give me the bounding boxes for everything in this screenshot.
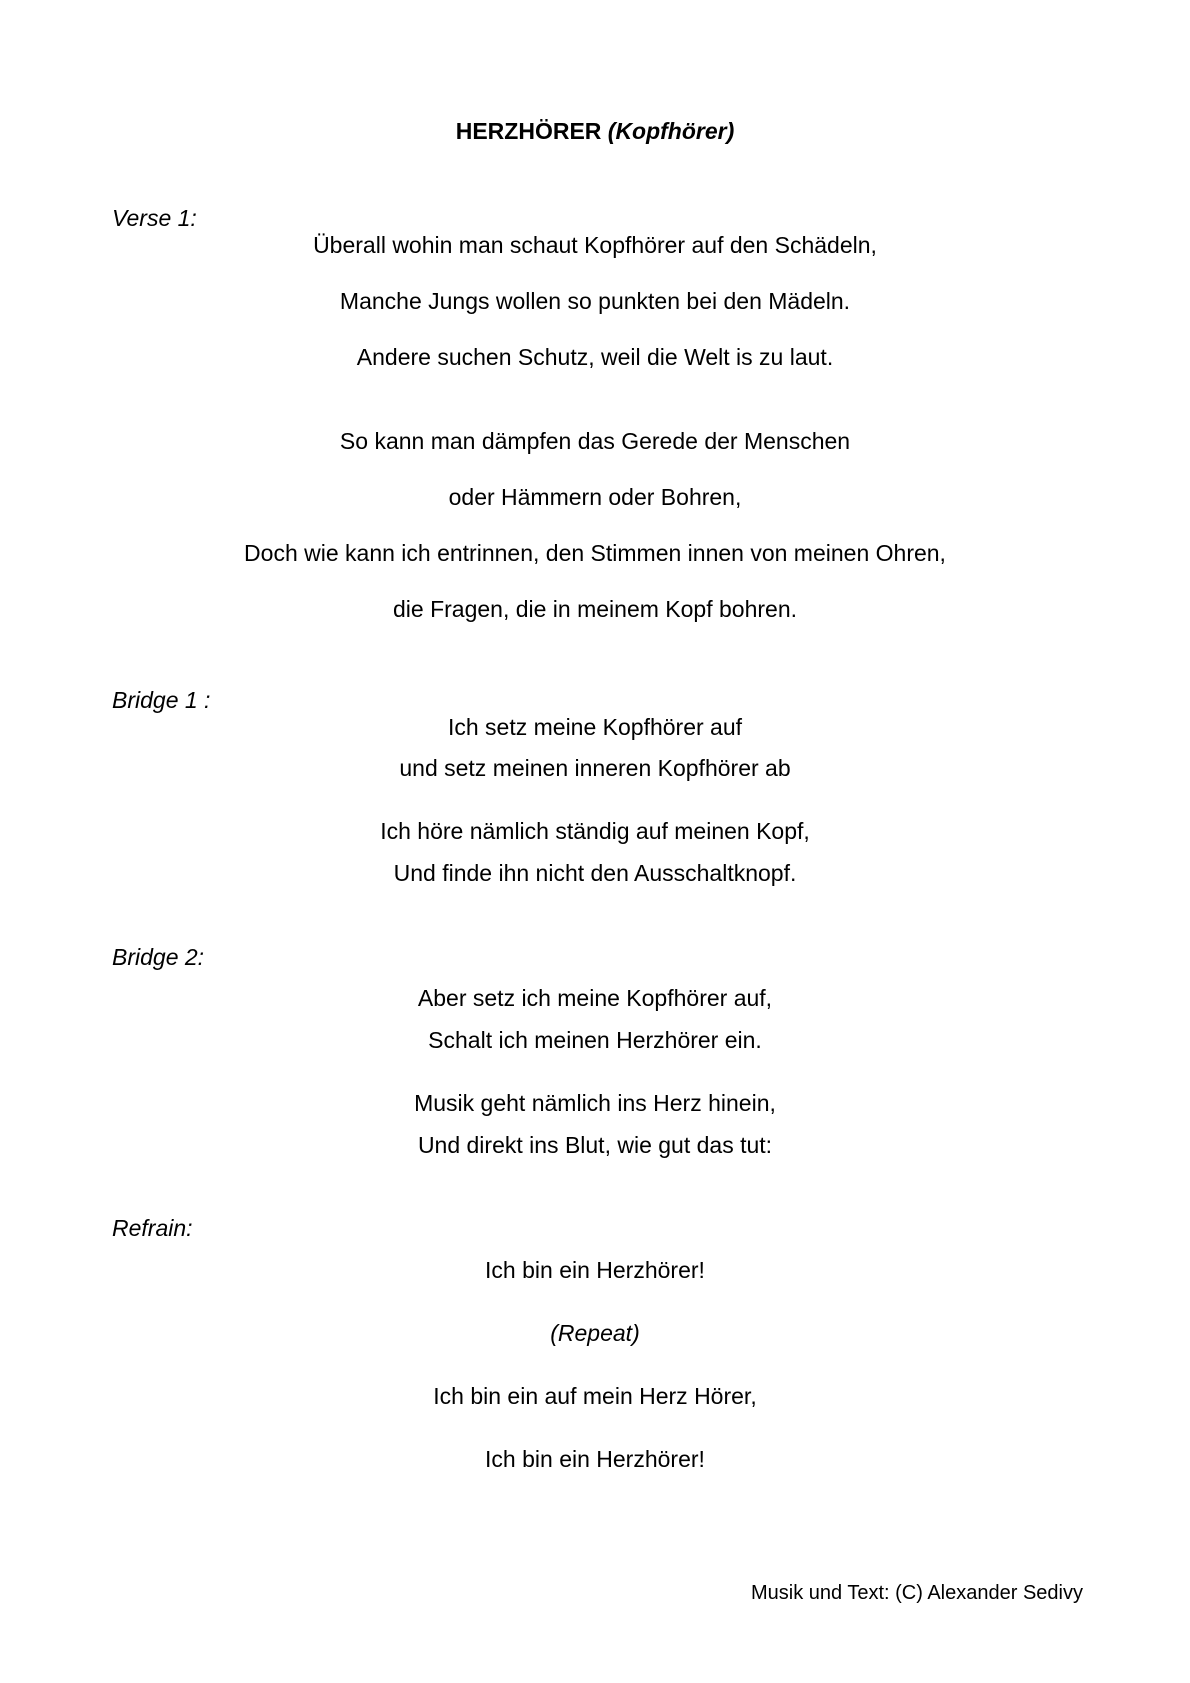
verse1-line: oder Hämmern oder Bohren, — [448, 484, 742, 510]
title-main: HERZHÖRER — [455, 118, 602, 144]
bridge2-label: Bridge 2: — [112, 944, 205, 970]
refrain-line: Ich bin ein Herzhörer! — [485, 1446, 705, 1472]
bridge2-line: Und direkt ins Blut, wie gut das tut: — [417, 1132, 773, 1158]
refrain-line: Ich bin ein Herzhörer! — [485, 1257, 705, 1283]
bridge2-line: Schalt ich meinen Herzhörer ein. — [428, 1027, 762, 1053]
verse1-line: Andere suchen Schutz, weil die Welt is zu laut. — [356, 344, 834, 370]
credit-footer: Musik und Text: (C) Alexander Sedivy — [750, 1582, 1083, 1604]
bridge1-label: Bridge 1 : — [112, 687, 211, 713]
verse1-label: Verse 1: — [112, 205, 197, 231]
refrain-label: Refrain: — [112, 1215, 193, 1241]
verse1-line: So kann man dämpfen das Gerede der Menschen — [339, 428, 851, 454]
verse1-line: Manche Jungs wollen so punkten bei den Mädeln. — [339, 288, 851, 314]
page-title — [0, 116, 1190, 146]
bridge2-line: Musik geht nämlich ins Herz hinein, — [414, 1090, 776, 1116]
bridge2-line: Aber setz ich meine Kopfhörer auf, — [417, 985, 773, 1011]
bridge1-line: Ich höre nämlich ständig auf meinen Kopf, — [380, 818, 810, 844]
verse1-line: Überall wohin man schaut Kopfhörer auf den Schädeln, — [313, 232, 877, 258]
bridge1-line: Ich setz meine Kopfhörer auf — [447, 714, 743, 740]
bridge1-line: und setz meinen inneren Kopfhörer ab — [399, 755, 791, 781]
verse1-line: die Fragen, die in meinem Kopf bohren. — [392, 596, 798, 622]
refrain-line: Ich bin ein auf mein Herz Hörer, — [433, 1383, 757, 1409]
verse1-line: Doch wie kann ich entrinnen, den Stimmen innen von meinen Ohren, — [244, 540, 946, 566]
bridge1-line: Und finde ihn nicht den Ausschaltknopf. — [393, 860, 797, 886]
title-subtitle: (Kopfhörer) — [607, 118, 735, 144]
refrain-repeat-note: (Repeat) — [550, 1320, 640, 1346]
